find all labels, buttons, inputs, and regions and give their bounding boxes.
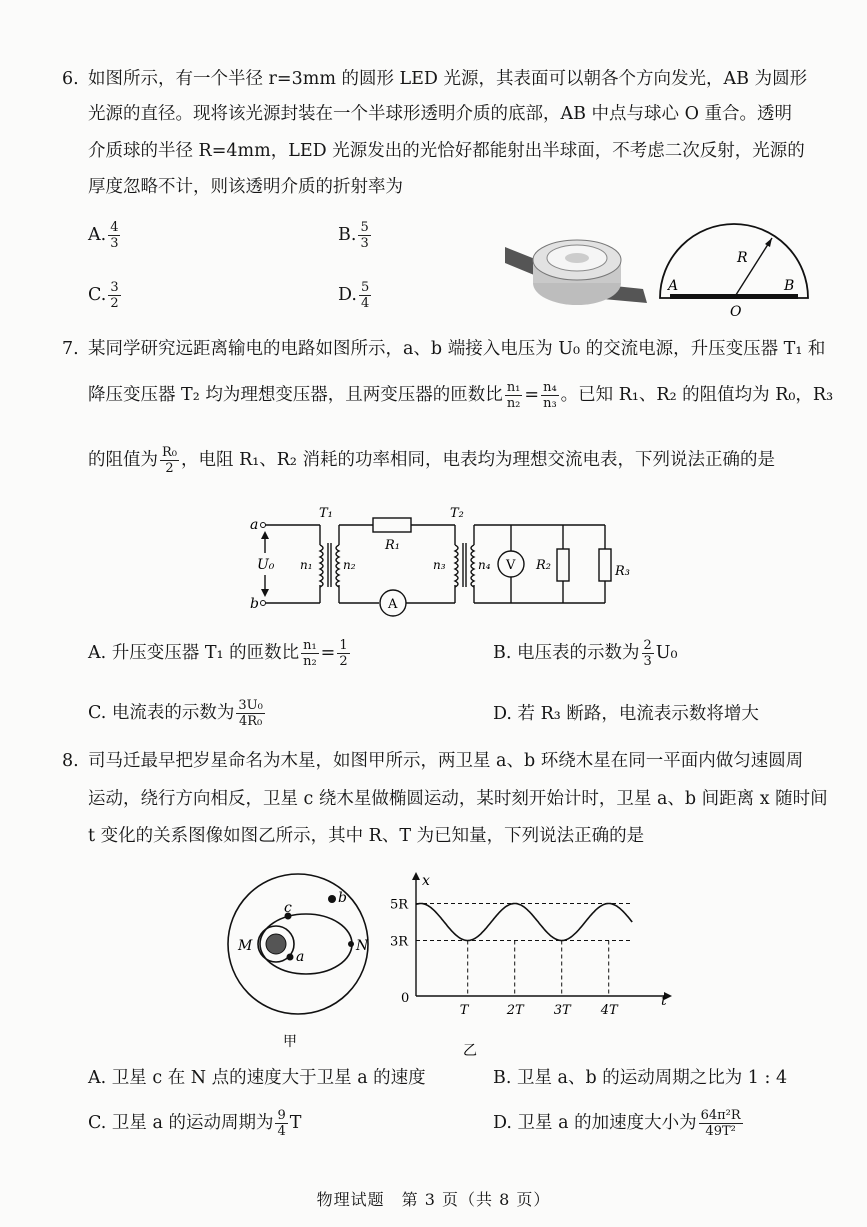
label-n: N (356, 938, 369, 954)
q6-text-line3: 介质球的半径 R=4mm，LED 光源发出的光恰好都能射出半球面，不考虑二次反射，光源的 (88, 141, 805, 161)
q6-option-a: A. $\frac{4}{3}$ (88, 220, 119, 251)
q7-option-c: C. 电流表的示数为 $\frac{\text{3U₀}}{\text{4R₀}}$ (88, 698, 263, 729)
y-tick-3R: 3R (390, 934, 409, 950)
caption-jia: 甲 (283, 1034, 297, 1050)
label-m: M (238, 938, 253, 954)
page-footer: 物理试题 第 3 页（共 8 页） (316, 1190, 551, 1209)
led-light-source-image (505, 225, 650, 315)
label-sat-c: c (284, 900, 292, 916)
figure-yi-graph (388, 868, 678, 1058)
label-sat-b: b (338, 890, 347, 906)
x-t-curve (416, 904, 632, 941)
q8-text-line2: 运动，绕行方向相反，卫星 c 绕木星做椭圆运动，某时刻开始计时，卫星 a、b 间距离 x 随时间 (88, 789, 828, 809)
x-tick-4T: 4T (600, 1003, 618, 1018)
figure-jia-orbits (210, 868, 380, 1053)
r1-label: R₁ (385, 538, 400, 553)
label-a: A (668, 278, 679, 294)
q6-option-d: D. $\frac{5}{4}$ (338, 280, 370, 311)
x-tick-2T: 2T (506, 1003, 524, 1018)
q7-text-line1: 某同学研究远距离输电的电路如图所示，a、b 端接入电压为 U₀ 的交流电源，升压变压器 T₁ 和 (88, 339, 826, 359)
q8-number: 8. (62, 751, 79, 771)
n3-label: n₃ (433, 558, 446, 572)
n1-label: n₁ (300, 558, 313, 572)
x-tick-T: T (459, 1003, 469, 1018)
q6-option-b: B. $\frac{5}{3}$ (338, 220, 369, 251)
n4-label: n₄ (478, 558, 491, 572)
q6-text-line4: 厚度忽略不计，则该透明介质的折射率为 (88, 177, 403, 197)
q6-option-c: C. $\frac{3}{2}$ (88, 280, 119, 311)
q7-option-a: A. 升压变压器 T₁ 的匝数比 $\frac{\text{n₁}}{\text{n₂}}$ = $\frac{1}{2}$ (88, 638, 348, 669)
label-o: O (730, 304, 742, 320)
q8-text-line1: 司马迁最早把岁星命名为木星，如图甲所示，两卫星 a、b 环绕木星在同一平面内做匀速圆周 (88, 751, 804, 771)
q6-number: 6. (62, 69, 79, 89)
origin-label: 0 (401, 991, 410, 1006)
q7-text-line3: 的阻值为 $\frac{\text{R₀}}{2}$ ，电阻 R₁、R₂ 消耗的功率相同，电表均为理想交流电表，下列说法正确的是 (88, 445, 776, 476)
n2-label: n₂ (343, 558, 356, 572)
q6-text-line1: 如图所示，有一个半径 r=3mm 的圆形 LED 光源，其表面可以朝各个方向发光，AB 为圆形 (88, 69, 808, 89)
label-r: R (737, 250, 748, 266)
r3-label: R₃ (615, 564, 630, 579)
label-sat-a: a (296, 949, 305, 965)
t2-label: T₂ (450, 506, 464, 521)
axis-t-label: t (661, 993, 667, 1009)
t1-label: T₁ (319, 506, 333, 521)
q7-circuit-diagram (245, 505, 640, 623)
voltmeter-label: V (506, 558, 516, 573)
q7-option-d: D. 若 R₃ 断路，电流表示数将增大 (493, 704, 759, 724)
q8-option-d: D. 卫星 a 的加速度大小为 $\frac{\text{64π²R}}{\text{49T²}}$ (493, 1108, 741, 1139)
caption-yi: 乙 (463, 1043, 477, 1058)
ammeter-label: A (388, 597, 398, 612)
x-tick-3T: 3T (553, 1003, 571, 1018)
r2-label: R₂ (536, 558, 551, 573)
label-b: B (784, 278, 795, 294)
terminal-b-label: b (250, 596, 259, 612)
axis-x-label: x (422, 873, 430, 889)
q6-hemisphere-figure (652, 220, 817, 320)
q7-text-line2: 降压变压器 T₂ 均为理想变压器，且两变压器的匝数比 $\frac{\text{n₁}}{\text{n₂}}$ = $\frac{\text{n₄}}{\text{n₃}}$ 。已知 R₁、R₂ 的阻值均为 R₀，R₃ (88, 380, 834, 411)
terminal-a-label: a (250, 517, 259, 533)
q8-option-b: B. 卫星 a、b 的运动周期之比为 1 : 4 (493, 1068, 788, 1088)
u0-label: U₀ (257, 557, 275, 573)
q6-text-line2: 光源的直径。现将该光源封装在一个半球形透明介质的底部，AB 中点与球心 O 重合。透明 (88, 104, 793, 124)
q7-number: 7. (62, 339, 79, 359)
q8-option-c: C. 卫星 a 的运动周期为 $\frac{9}{4}$ T (88, 1108, 302, 1139)
q8-text-line3: t 变化的关系图像如图乙所示，其中 R、T 为已知量，下列说法正确的是 (88, 826, 645, 846)
y-tick-5R: 5R (390, 897, 409, 913)
q7-option-b: B. 电压表的示数为 $\frac{2}{3}$ U₀ (493, 638, 678, 669)
q8-option-a: A. 卫星 c 在 N 点的速度大于卫星 a 的速度 (88, 1068, 426, 1088)
